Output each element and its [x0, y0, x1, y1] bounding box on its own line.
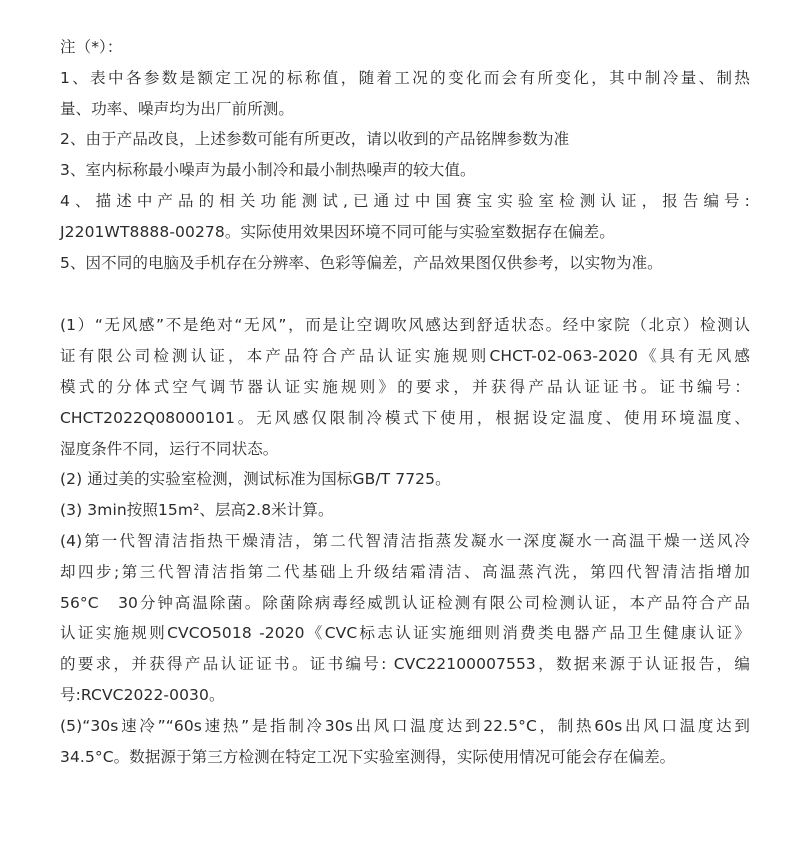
footnote-line: CHCT2022Q08000101。无风感仅限制冷模式下使用，根据设定温度、使用环境温度、 — [60, 408, 750, 427]
footnote-line: 模式的分体式空气调节器认证实施规则》的要求，并获得产品认证证书。证书编号： — [60, 377, 750, 396]
note-line: 量、功率、噪声均为出厂前所测。 — [60, 99, 295, 118]
footnote-line: (3) 3min按照15m²、层高2.8米计算。 — [60, 501, 334, 520]
footnote-line: 湿度条件不同，运行不同状态。 — [60, 439, 279, 458]
note-item-2 — [60, 124, 750, 155]
notes-section — [60, 32, 750, 278]
document-body — [60, 32, 750, 772]
footnote-line: 56°C 30分钟高温除菌。除菌除病毒经威凯认证检测有限公司检测认证，本产品符合产品 — [60, 593, 750, 612]
footnote-line: 认证实施规则CVCO5018 -2020《CVC标志认证实施细则消费类电器产品卫生健康认证》 — [60, 624, 750, 643]
note-line: 1、表中各参数是额定工况的标称值，随着工况的变化而会有所变化，其中制冷量、制热 — [60, 68, 750, 87]
footnote-line: 证有限公司检测认证，本产品符合产品认证实施规则CHCT-02-063-2020《具有无风感 — [60, 347, 750, 366]
footnote-line: 34.5°C。数据源于第三方检测在特定工况下实验室测得，实际使用情况可能会存在偏差。 — [60, 747, 676, 766]
footnote-line: (2) 通过美的实验室检测，测试标准为国标GB/T 7725。 — [60, 470, 451, 489]
footnote-line: (5)“30s速冷”“60s速热”是指制冷30s出风口温度达到22.5°C，制热60s出风口温度达到 — [60, 716, 750, 735]
footnote-item-4 — [60, 526, 750, 711]
note-line: 3、室内标称最小噪声为最小制冷和最小制热噪声的较大值。 — [60, 161, 476, 180]
footnote-line: (1）“无风感”不是绝对“无风”，而是让空调吹风感达到舒适状态。经中家院（北京）检测认 — [60, 316, 750, 335]
notes-heading: 注（*）： — [60, 38, 123, 56]
footnote-line: 的要求，并获得产品认证证书。证书编号: CVC22100007553，数据来源于认证报告，编 — [60, 655, 750, 674]
note-line: 5、因不同的电脑及手机存在分辨率、色彩等偏差，产品效果图仅供参考，以实物为准。 — [60, 253, 663, 272]
note-item-3 — [60, 155, 750, 186]
section-spacer — [60, 278, 750, 310]
footnote-item-5 — [60, 711, 750, 773]
note-line: 4、描述中产品的相关功能测试,已通过中国赛宝实验室检测认证，报告编号: — [60, 191, 750, 210]
footnote-line: (4)第一代智清洁指热干燥清洁，第二代智清洁指蒸发凝水一深度凝水一高温干燥一送风冷 — [60, 531, 750, 550]
note-item-5 — [60, 248, 750, 279]
footnote-item-2 — [60, 464, 750, 495]
note-line: J2201WT8888-00278。实际使用效果因环境不同可能与实验室数据存在偏差。 — [60, 222, 615, 241]
note-item-4 — [60, 186, 750, 248]
footnotes-section — [60, 310, 750, 772]
footnote-line: 号:RCVC2022-0030。 — [60, 685, 225, 704]
footnote-item-1 — [60, 310, 750, 464]
note-item-1 — [60, 63, 750, 125]
footnote-line: 却四步;第三代智清洁指第二代基础上升级结霜清洁、高温蒸汽洗，第四代智清洁指增加 — [60, 562, 750, 581]
footnote-item-3 — [60, 495, 750, 526]
note-line: 2、由于产品改良，上述参数可能有所更改，请以收到的产品铭牌参数为准 — [60, 130, 570, 149]
